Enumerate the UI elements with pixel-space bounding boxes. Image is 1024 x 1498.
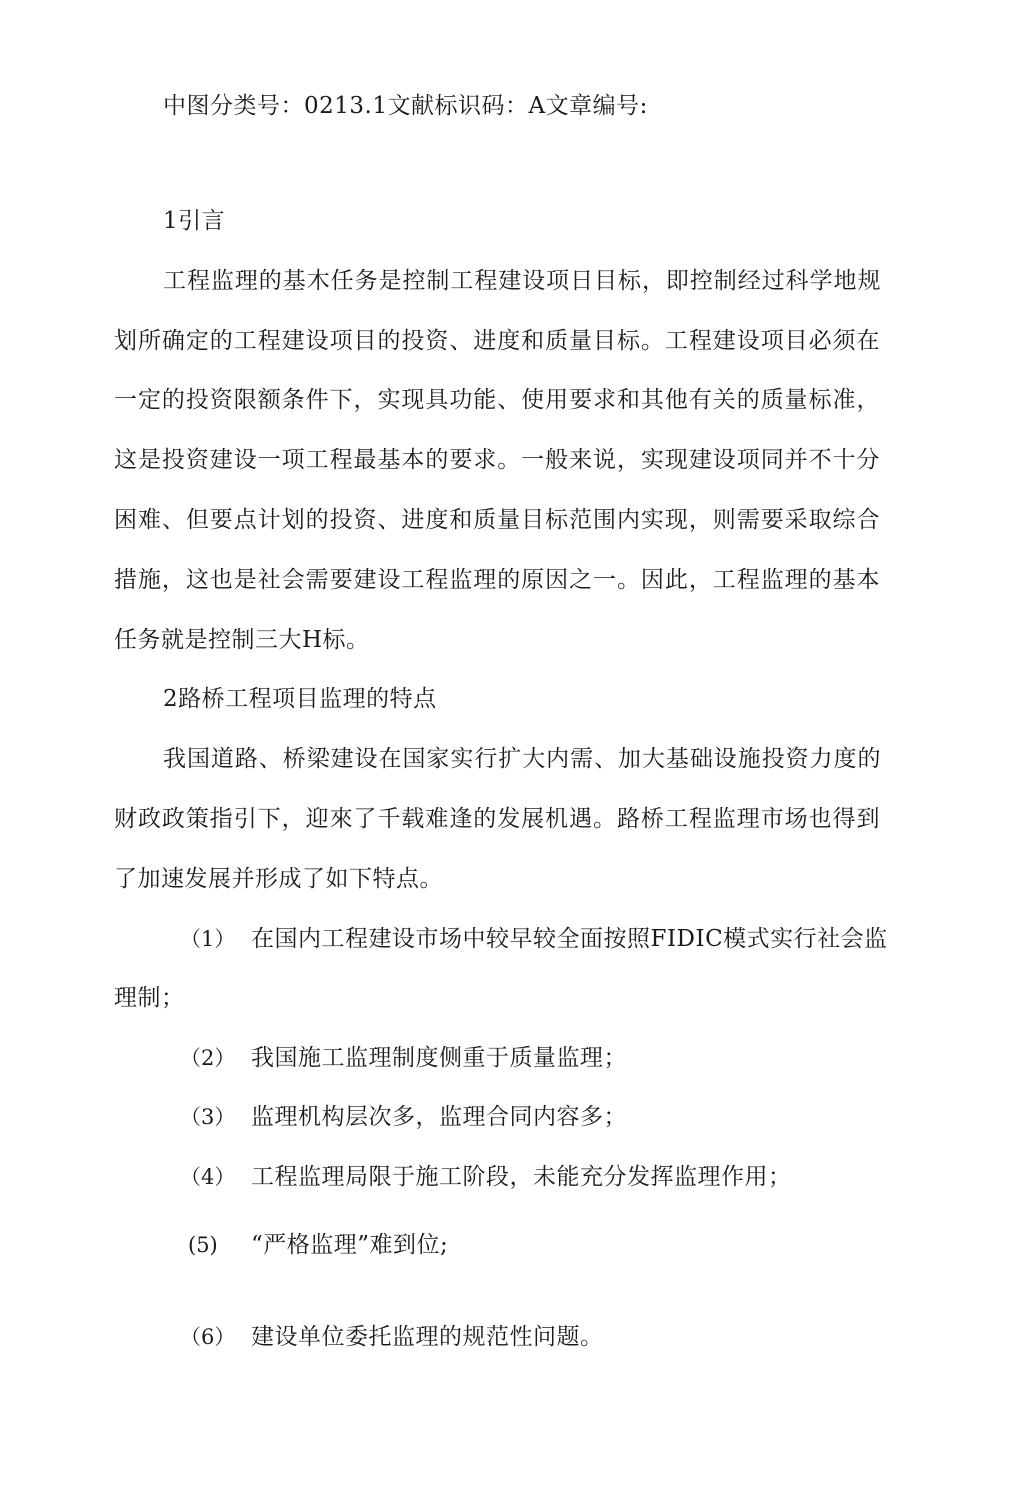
list-item-number: （1） xyxy=(180,927,236,951)
list-item-number: (5) xyxy=(188,1233,218,1257)
list-item-text: “严格监理”难到位; xyxy=(251,1232,449,1258)
list-item-text: 监理机构层次多，监理合同内容多； xyxy=(251,1104,627,1130)
section1-para-line: 划所确定的工程建设项目的投资、进度和质量目标。工程建设项目必须在 xyxy=(114,328,880,354)
section2-heading: 2路桥工程项目监理的特点 xyxy=(163,686,437,712)
list-item-number: （3） xyxy=(180,1105,236,1129)
list-item-text: 建设单位委托监理的规范性问题。 xyxy=(251,1324,604,1350)
section1-para-line: 困难、但要点计划的投资、进度和质量目标范围内实现，则需要采取综合 xyxy=(114,507,880,533)
classification-line: 中图分类号：0213.1文献标识码：A文章编号: xyxy=(163,93,648,119)
list-item-continuation: 理制； xyxy=(114,985,185,1011)
section1-heading: 1引言 xyxy=(163,208,226,234)
section2-para-line: 我国道路、桥梁建设在国家实行扩大内需、加大基础设施投资力度的 xyxy=(163,746,881,772)
section1-para-line: 一定的投资限额条件下，实现具功能、使用要求和其他有关的质量标准， xyxy=(114,387,880,413)
section2-para-line: 了加速发展并形成了如下特点。 xyxy=(114,866,443,892)
list-item-number: （4） xyxy=(180,1165,236,1189)
list-item-text: 在国内工程建设市场中较早较全面按照FIDIC模式实行社会监 xyxy=(251,926,888,952)
section1-para-line: 这是投资建设一项工程最基本的要求。一般来说，实现建设项同并不十分 xyxy=(114,447,880,473)
section2-para-line: 财政政策指引下，迎來了千载难逢的发展机遇。路桥工程监理市场也得到 xyxy=(114,806,880,832)
list-item-number: （2） xyxy=(180,1046,236,1070)
section1-para-line: 工程监理的基木任务是控制工程建设项日目标，即控制经过科学地规 xyxy=(163,268,881,294)
section1-para-line: 措施，这也是社会需要建设工程监理的原因之一。因此，工程监理的基本 xyxy=(114,567,880,593)
list-item-text: 工程监理局限于施工阶段，未能充分发挥监理作用； xyxy=(251,1164,792,1190)
list-item-text: 我国施工监理制度侧重于质量监理； xyxy=(251,1045,627,1071)
list-item-number: （6） xyxy=(180,1325,236,1349)
section1-para-line: 任务就是控制三大H标。 xyxy=(114,627,370,653)
